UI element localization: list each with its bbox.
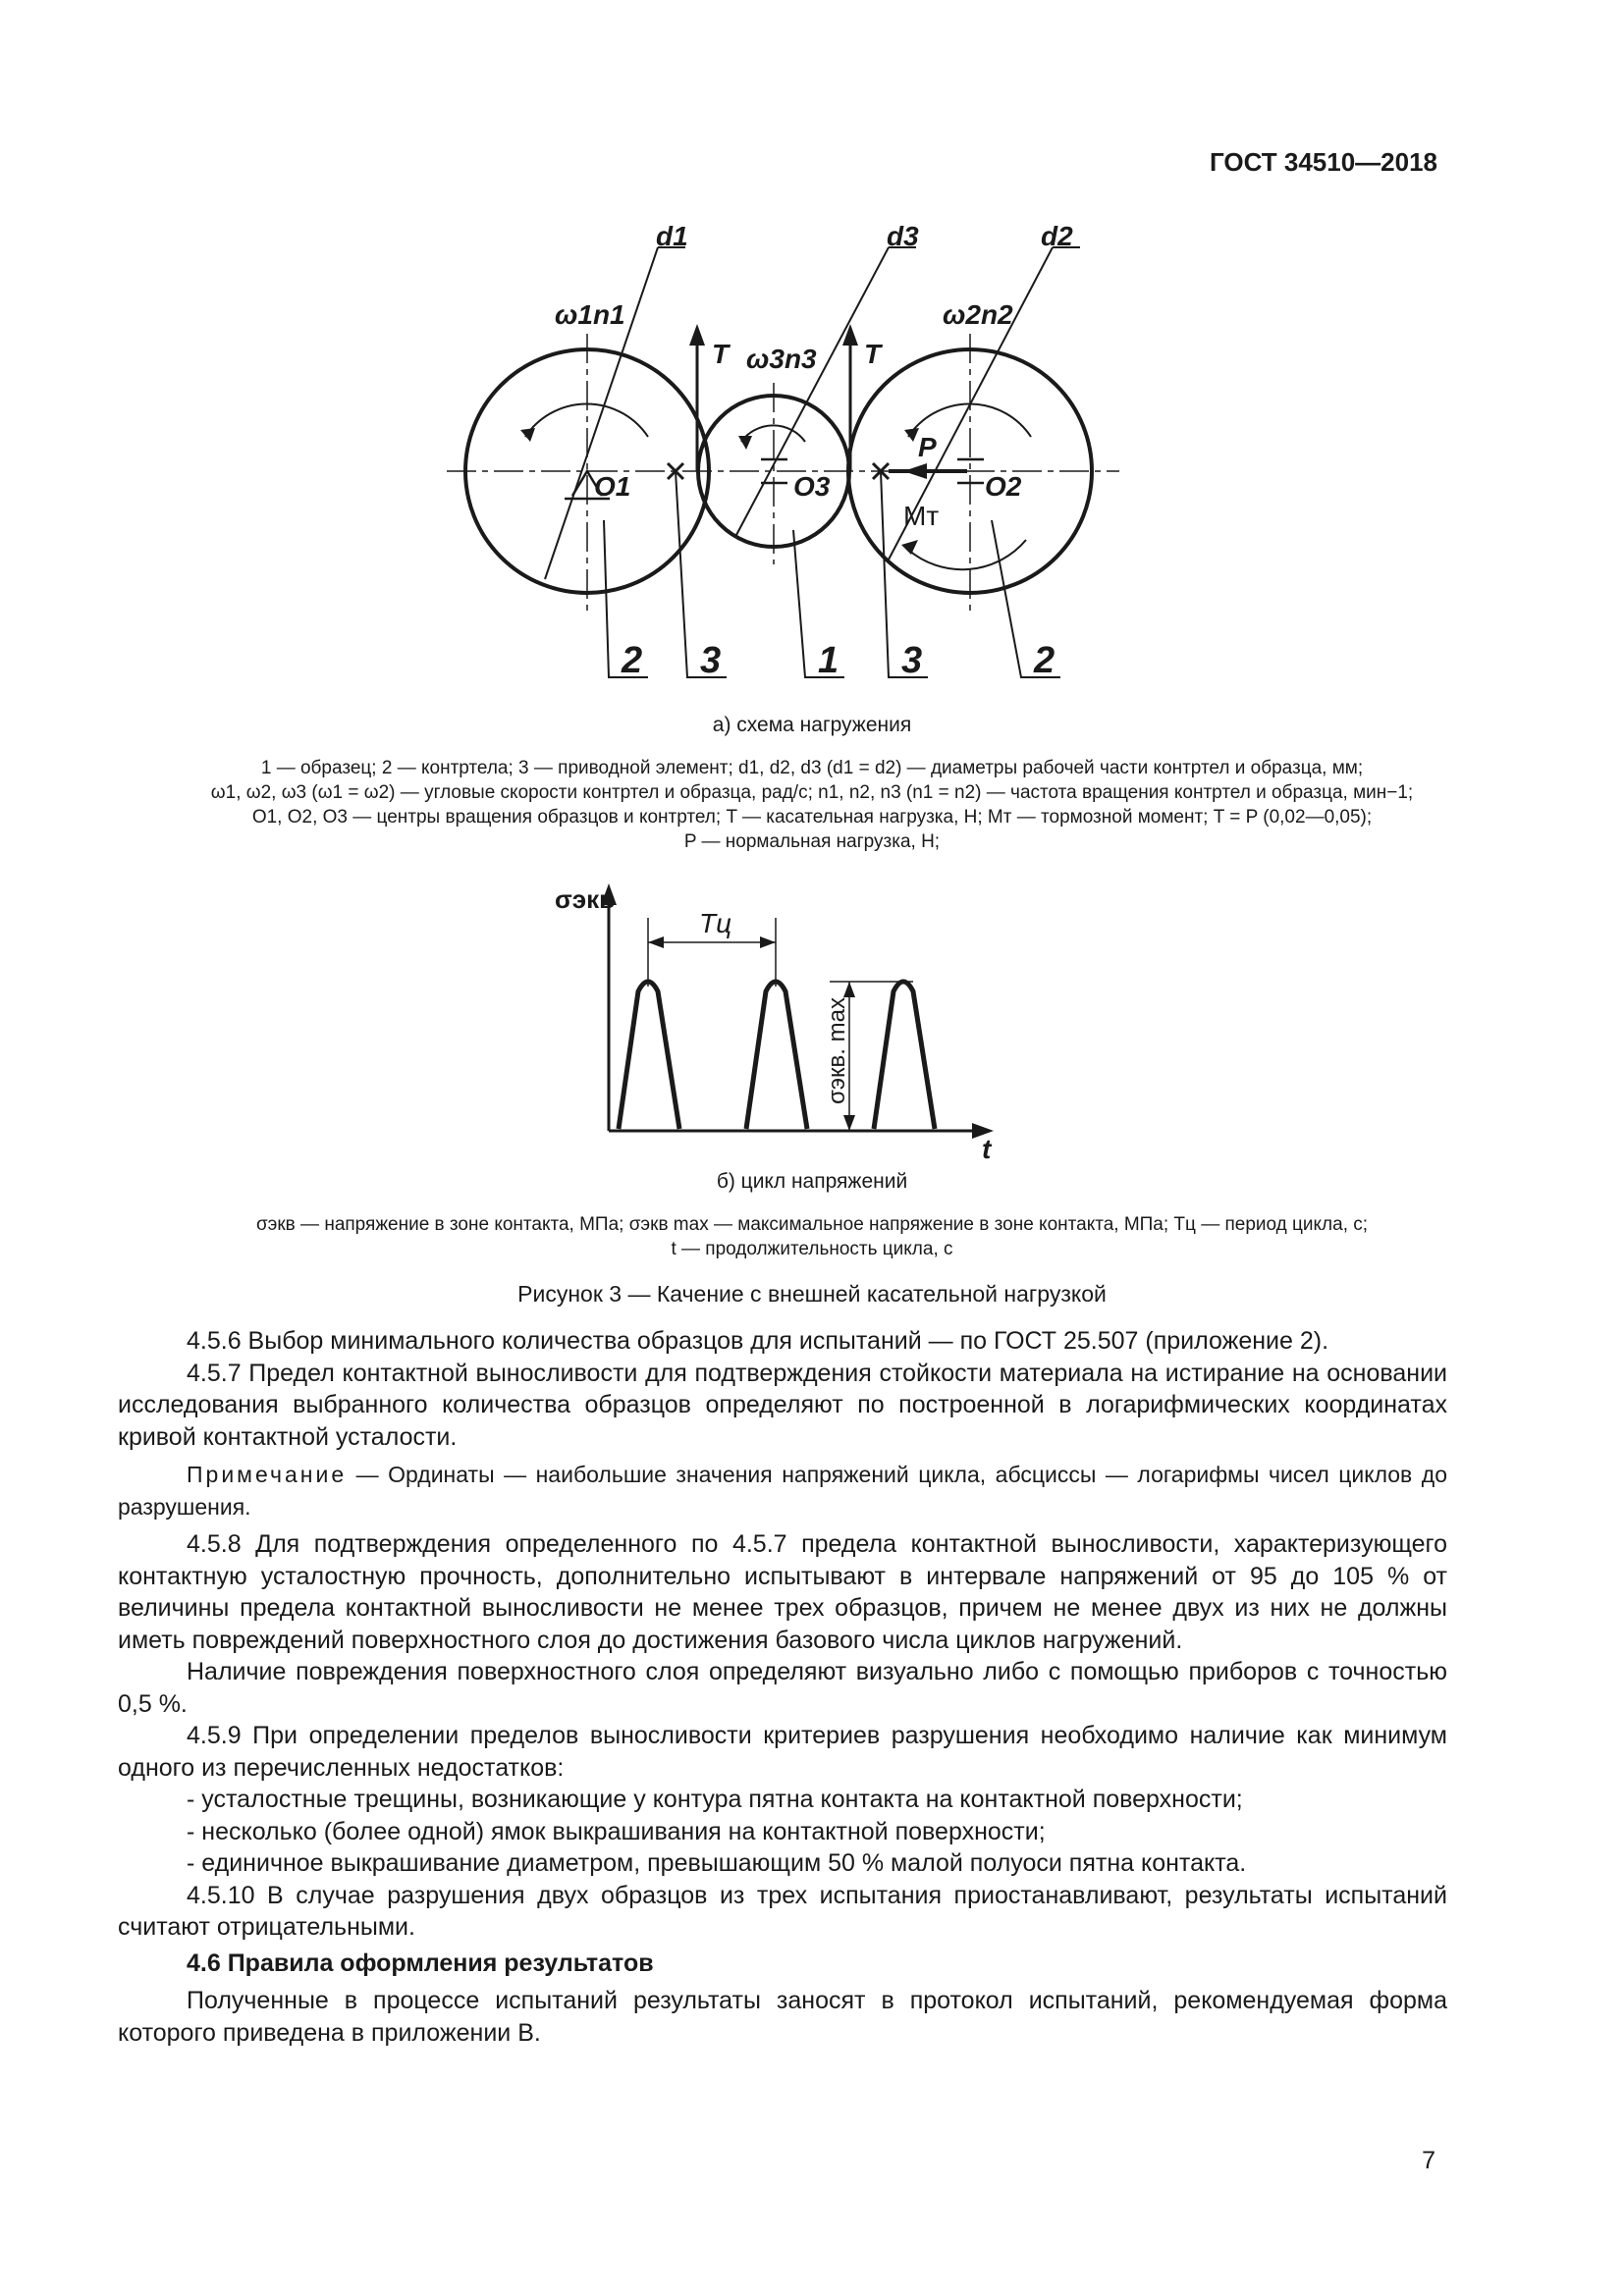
paragraph: Полученные в процессе испытаний результаты заносят в протокол испытаний, рекомендуемая форма которого приведена в приложении В.: [118, 1987, 1447, 2047]
legend-line: O1, O2, O3 — центры вращения образцов и контртел; T — касательная нагрузка, Н; Mт — тормозной момент; T = P (0,02—0,05);: [251, 807, 1373, 828]
label-o1: O1: [594, 471, 631, 502]
label-mt: Mт: [903, 501, 940, 531]
list-item: - несколько (более одной) ямок выкрашивания на контактной поверхности;: [187, 1817, 1046, 1845]
label-w2n2: ω2n2: [943, 299, 1013, 330]
legend-line: σэкв — напряжение в зоне контакта, МПа; σэкв max — максимальное напряжение в зоне контакта, МПа; Tц — период цикла, с;: [255, 1214, 1369, 1235]
note-label: Примечание: [187, 1462, 348, 1487]
max-stress-label: σэкв. max: [824, 997, 850, 1104]
paragraph: Наличие повреждения поверхностного слоя определяют визуально либо с помощью приборов с точностью 0,5 %.: [118, 1658, 1447, 1718]
figure-a-caption: а) схема нагружения: [712, 714, 912, 736]
label-o3: O3: [793, 471, 831, 502]
figure-title: Рисунок 3 — Качение с внешней касательной нагрузкой: [517, 1281, 1107, 1307]
label-w1n1: ω1n1: [555, 299, 625, 330]
callout-3-right: 3: [901, 640, 923, 681]
legend-line: 1 — образец; 2 — контртела; 3 — приводной элемент; d1, d2, d3 (d1 = d2) — диаметры рабочей части контртел и образца, мм;: [260, 758, 1364, 778]
label-p: P: [918, 432, 937, 462]
figure-b-caption: б) цикл напряжений: [716, 1170, 908, 1193]
paragraph: 4.5.9 При определении пределов выносливости критериев разрушения необходимо наличие как минимум одного из перечисленных недостатков:: [118, 1722, 1447, 1782]
callout-3-left: 3: [700, 640, 722, 681]
figure-b-legend: [108, 1212, 1516, 1261]
paragraph: 4.5.7 Предел контактной выносливости для подтверждения стойкости материала на истирание на основании исследования выбранного количества образцов определяют по построенной в логарифмических координатах кривой контактной усталости.: [118, 1359, 1447, 1451]
page-number: 7: [1422, 2147, 1435, 2174]
list-item: - единичное выкрашивание диаметром, превышающим 50 % малой полуоси пятна контакта.: [187, 1849, 1247, 1877]
label-d3: d3: [887, 226, 919, 251]
legend-line: t — продолжительность цикла, с: [671, 1239, 953, 1259]
legend-line: P — нормальная нагрузка, Н;: [683, 831, 941, 852]
y-axis-label: σэкв: [555, 884, 616, 914]
section-heading: 4.6 Правила оформления результатов: [187, 1949, 654, 1977]
period-label: Tц: [699, 908, 732, 938]
paragraph: 4.5.8 Для подтверждения определенного по 4.5.7 предела контактной выносливости, характеризующего контактную усталостную прочность, дополнительно испытывают в интервале напряжений от 95 до 105 % от величины предела контактной выносливости не менее трех образцов, причем не менее двух из них не должны иметь повреждений поверхностного слоя до достижения базового числа циклов нагружений.: [118, 1530, 1447, 1654]
callout-2-left: 2: [622, 640, 643, 681]
document-header: ГОСТ 34510—2018: [1210, 147, 1437, 177]
body-text: [118, 1325, 1447, 2049]
label-d2: d2: [1041, 226, 1073, 251]
figure-loading-scheme: [0, 226, 1624, 717]
callout-2-right: 2: [1034, 640, 1056, 681]
callout-1: 1: [818, 640, 839, 681]
legend-line: ω1, ω2, ω3 (ω1 = ω2) — угловые скорости контртел и образца, рад/с; n1, n2, n3 (n1 = n2) — частота вращения контртел и образца, мин−1;: [210, 782, 1414, 803]
figure-stress-cycle: [0, 874, 1624, 1168]
label-t-right: T: [864, 339, 882, 369]
label-o2: O2: [985, 471, 1022, 502]
label-t-left: T: [712, 339, 730, 369]
list-item: - усталостные трещины, возникающие у контура пятна контакта на контактной поверхности;: [187, 1786, 1243, 1813]
x-axis-label: t: [982, 1134, 992, 1164]
paragraph: 4.5.10 В случае разрушения двух образцов из трех испытания приостанавливают, результаты испытаний считают отрицательными.: [118, 1881, 1447, 1941]
paragraph: 4.5.6 Выбор минимального количества образцов для испытаний — по ГОСТ 25.507 (приложение 2).: [187, 1327, 1329, 1355]
figure-a-legend: [108, 756, 1516, 854]
note-text: — Ординаты — наибольшие значения напряжений цикла, абсциссы — логарифмы чисел циклов до разрушения.: [118, 1462, 1447, 1520]
note: [118, 1459, 1447, 1522]
label-d1: d1: [656, 226, 688, 251]
label-w3n3: ω3n3: [746, 344, 817, 374]
